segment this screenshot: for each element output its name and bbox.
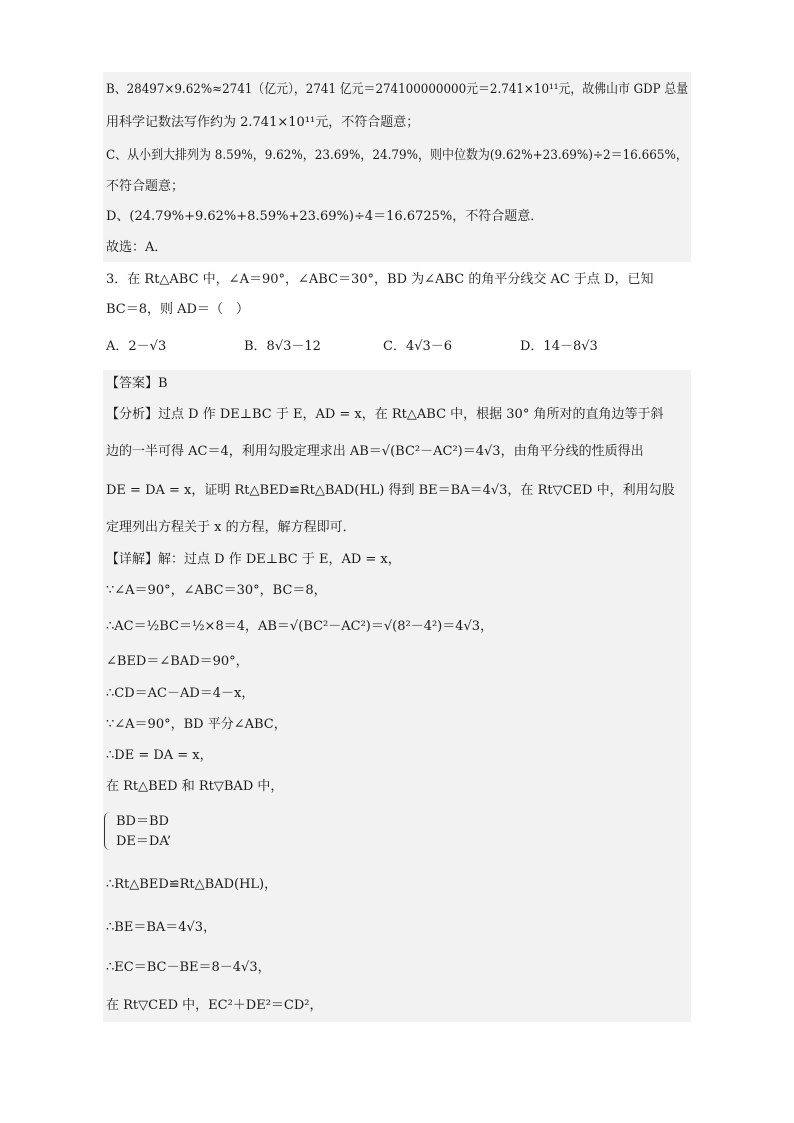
option-b: B．8√3－12 — [244, 339, 321, 354]
detail-line4: ∠BED＝∠BAD＝90°， — [106, 654, 249, 669]
equation-system-row1: BD＝BD — [116, 814, 169, 829]
detail-line8: 在 Rt△BED 和 Rt▽BAD 中， — [106, 779, 284, 794]
analysis-line3: DE = DA = x，证明 Rt△BED≌Rt△BAD(HL) 得到 BE＝BA＝4√3，在 Rt▽CED 中，利用勾股 — [106, 483, 675, 498]
detail-line1: 【详解】解：过点 D 作 DE⊥BC 于 E，AD = x， — [106, 552, 401, 567]
question-stem-line1: 3．在 Rt△ABC 中，∠A＝90°，∠ABC＝30°，BD 为∠ABC 的角平分线交 AC 于点 D，已知 — [106, 272, 654, 287]
option-c-explanation-line1: C、从小到大排列为 8.59%，9.62%，23.69%，24.79%，则中位数为(9.62%+23.69%)÷2＝16.665%， — [106, 148, 688, 163]
option-d: D．14－8√3 — [520, 339, 598, 354]
option-d-explanation: D、(24.79%+9.62%+8.59%+23.69%)÷4＝16.6725%，不符合题意． — [106, 209, 544, 224]
option-c-explanation-line2: 不符合题意； — [106, 179, 185, 194]
option-a: A．2－√3 — [106, 339, 167, 354]
detail-line2: ∵∠A＝90°，∠ABC＝30°，BC＝8， — [106, 583, 327, 598]
detail-line12: 在 Rt▽CED 中，EC²＋DE²＝CD²， — [106, 998, 323, 1013]
detail-line5: ∴CD＝AC－AD＝4－x， — [106, 686, 255, 701]
detail-line3: ∴AC＝½BC＝½×8＝4，AB＝√(BC²－AC²)＝√(8²－4²)＝4√3， — [106, 619, 494, 634]
equation-system-brace — [104, 812, 113, 850]
solution-shade-top — [103, 72, 691, 262]
option-b-explanation-line1: B、28497×9.62%≈2741（亿元），2741 亿元＝274100000000元＝2.741×10¹¹元，故佛山市 GDP 总量 — [106, 82, 689, 97]
analysis-line4: 定理列出方程关于 x 的方程，解方程即可． — [106, 520, 356, 535]
conclusion: 故选：A． — [106, 240, 168, 255]
option-c: C．4√3－6 — [383, 339, 453, 354]
detail-line9: ∴Rt△BED≌Rt△BAD(HL)， — [106, 877, 278, 892]
detail-line7: ∴DE = DA = x， — [106, 748, 213, 763]
option-b-explanation-line2: 用科学记数法写作约为 2.741×10¹¹元，不符合题意； — [106, 115, 420, 130]
detail-line11: ∴EC＝BC－BE＝8－4√3， — [106, 960, 271, 975]
analysis-line2: 边的一半可得 AC＝4，利用勾股定理求出 AB＝√(BC²－AC²)＝4√3，由角平分线的性质得出 — [106, 444, 644, 459]
detail-line10: ∴BE＝BA＝4√3， — [106, 920, 217, 935]
answer-line: 【答案】B — [106, 376, 168, 391]
analysis-line1: 【分析】过点 D 作 DE⊥BC 于 E，AD = x，在 Rt△ABC 中，根据 30° 角所对的直角边等于斜 — [106, 407, 664, 422]
question-stem-line2: BC＝8，则 AD＝（ ） — [106, 302, 249, 317]
equation-system-row2: DE＝DA’ — [116, 834, 171, 849]
detail-line6: ∵∠A＝90°，BD 平分∠ABC， — [106, 717, 287, 732]
